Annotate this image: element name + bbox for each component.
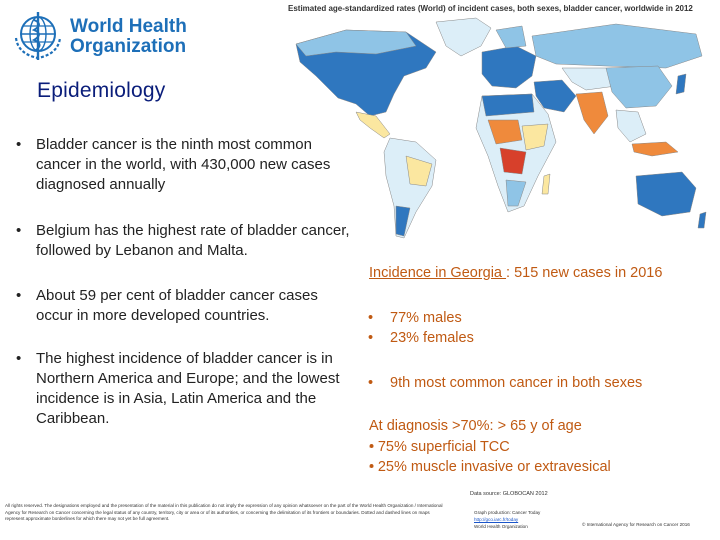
georgia-heading	[369, 265, 662, 281]
who-emblem-icon	[10, 8, 66, 64]
rank-list	[368, 373, 642, 393]
gender-males: • 77% males	[368, 308, 474, 328]
who-name-line1: World Health	[70, 16, 187, 37]
bullet-text: • The highest incidence of bladder cancer is in Northern America and Europe; and the lowest incidence is in Asia, Latin America and the Caribbean.	[14, 349, 354, 429]
footer-org: World Health Organization	[474, 524, 528, 529]
footer-producer: Graph production: Cancer Today	[474, 510, 541, 515]
bullet-regional-incidence	[14, 349, 354, 429]
footer-production	[474, 509, 540, 530]
bullet-ninth-most-common	[14, 135, 354, 195]
data-source: Data source: GLOBOCAN 2012	[470, 491, 548, 497]
diagnosis-superficial: • - 75% superficial TCC	[369, 437, 611, 457]
bullet-text: • Bladder cancer is the ninth most common cancer in the world, with 430,000 new cases diagnosed annually	[14, 135, 354, 195]
georgia-heading-label: Incidence in Georgia	[369, 265, 507, 281]
georgia-heading-value: : 515 new cases in 2016	[506, 265, 663, 281]
bullet-belgium-highest	[14, 221, 354, 261]
slide-title: Epidemiology	[37, 79, 166, 102]
diagnosis-list	[369, 437, 611, 477]
diagnosis-title: At diagnosis >70%: > 65 y of age	[369, 418, 582, 434]
bullet-developed-countries	[14, 286, 354, 326]
footer-copyright: © International Agency for Research on Cancer 2016	[582, 522, 690, 527]
footer-disclaimer: All rights reserved. The designations employed and the presentation of the material in this publication do not imply the expression of any opinion whatsoever on the part of the World Health Organization / International Agency for Research on Cancer concerning the legal status of any country, territory, city or area or of its authorities, or concerning the delimitation of its frontiers or boundaries. Dotted and dashed lines on maps represent approximate borderlines for which there may not yet be full agreement.	[5, 503, 443, 521]
rank-item: • 9th most common cancer in both sexes	[368, 373, 642, 393]
who-logo	[10, 8, 200, 64]
map-title: Estimated age-standardized rates (World) of incident cases, both sexes, bladder cancer, worldwide in 2012	[288, 4, 693, 13]
bullet-text: • Belgium has the highest rate of bladder cancer, followed by Lebanon and Malta.	[14, 221, 354, 261]
gender-split-list	[368, 308, 474, 348]
diagnosis-muscle-invasive: • - 25% muscle invasive or extravesical	[369, 457, 611, 477]
bullet-text: • About 59 per cent of bladder cancer cases occur in more developed countries.	[14, 286, 354, 326]
gender-females: • 23% females	[368, 328, 474, 348]
who-name-line2: Organization	[70, 36, 187, 57]
footer-link[interactable]: http://gco.iarc.fr/today	[474, 517, 519, 522]
